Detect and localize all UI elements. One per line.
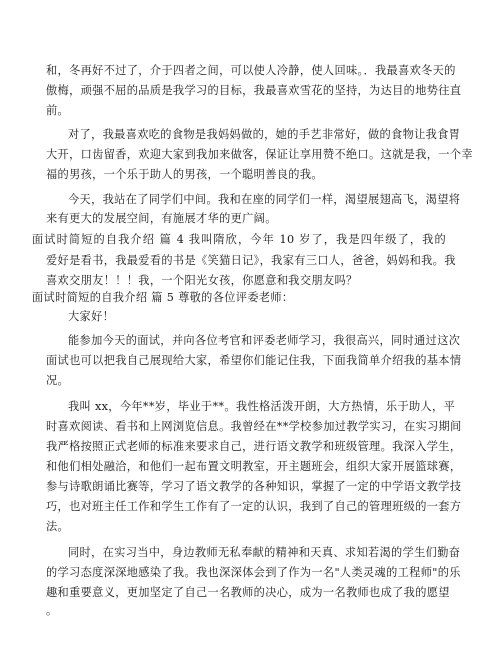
section-heading-line: 面试时简短的自我介绍 篇 5 尊敬的各位评委老师： xyxy=(32,291,294,304)
text-line: 巧，也对班主任工作和学生工作有了一定的认识，我到了自己的管理班级的一套方 xyxy=(46,500,462,513)
text-line: 面试也可以把我自己展现给大家，希望你们能记住我，下面我简单介绍我的基本情 xyxy=(46,354,462,367)
text-line: 的学习态度深深地感染了我。我也深深体会到了作为一名"人类灵魂的工程师"的乐 xyxy=(46,566,461,579)
text-line: 时喜欢阅读、看书和上网浏览信息。我曾经在**学校参加过教学实习，在实习期间 xyxy=(46,420,462,433)
text-line: 傲梅，顽强不屈的品质是我学习的目标，我最喜欢雪花的坚持，为达目的地势往直 xyxy=(46,84,462,97)
text-line: 和，冬再好不过了，介于四者之间，可以使人冷静，使人回味。．我最喜欢冬天的 xyxy=(46,64,456,77)
text-line: 参与诗歌朗诵比赛等，学习了语文教学的各种知识，掌握了一定的中学语文教学技 xyxy=(46,480,462,493)
text-line: 对了，我最喜欢吃的食物是我妈妈做的，她的手艺非常好，做的食物让我食胃 xyxy=(68,128,461,141)
text-line: 我严格按照正式老师的标准来要求自己，进行语文教学和班级管理。我深入学生， xyxy=(46,440,462,453)
text-line: 喜欢交朋友！！！我，一个阳光女孩，你愿意和我交朋友吗？ xyxy=(46,274,358,287)
text-line: 来有更大的发展空间，有施展才华的更广阔。 xyxy=(46,212,277,225)
text-line: 同时，在实习当中，身边教师无私奉献的精神和天真、求知若渴的学生们勤奋 xyxy=(68,546,461,559)
text-line: 爱好是看书，我最爱看的书是《笑猫日记》，我家有三口人，爸爸，妈妈和我。我 xyxy=(46,254,456,267)
greeting-line: 大家好！ xyxy=(68,310,115,323)
text-line: 。 xyxy=(46,604,58,617)
section-heading-line: 面试时简短的自我介绍 篇 4 我叫隋欣，今年 10 岁了，我是四年级了，我的 xyxy=(32,233,446,246)
text-line: 大开，口齿留香，欢迎大家到我加来做客，保证让享用赞不绝口。这就是我，一个幸 xyxy=(46,148,473,161)
text-line: 和他们相处融洽，和他们一起布置文明教室，开主题班会，组织大家开展篮球赛， xyxy=(46,460,462,473)
text-line: 今天，我站在了同学们中间。我和在座的同学们一样，渴望展翅高飞，渴望将 xyxy=(68,193,461,206)
text-line: 前。 xyxy=(46,104,70,117)
text-line: 福的男孩，一个乐于助人的男孩，一个聪明善良的我。 xyxy=(46,168,323,181)
text-line: 况。 xyxy=(46,374,70,387)
text-line: 法。 xyxy=(46,520,70,533)
text-line: 能参加今天的面试，并向各位考官和评委老师学习，我很高兴，同时通过这次 xyxy=(68,334,461,347)
text-line: 我叫 xx，今年**岁，毕业于**。我性格活泼开朗，大方热情，乐于助人，平 xyxy=(68,400,456,413)
text-line: 趣和重要意义，更加坚定了自己一名教师的决心，成为一名教师也成了我的愿望 xyxy=(46,586,450,599)
